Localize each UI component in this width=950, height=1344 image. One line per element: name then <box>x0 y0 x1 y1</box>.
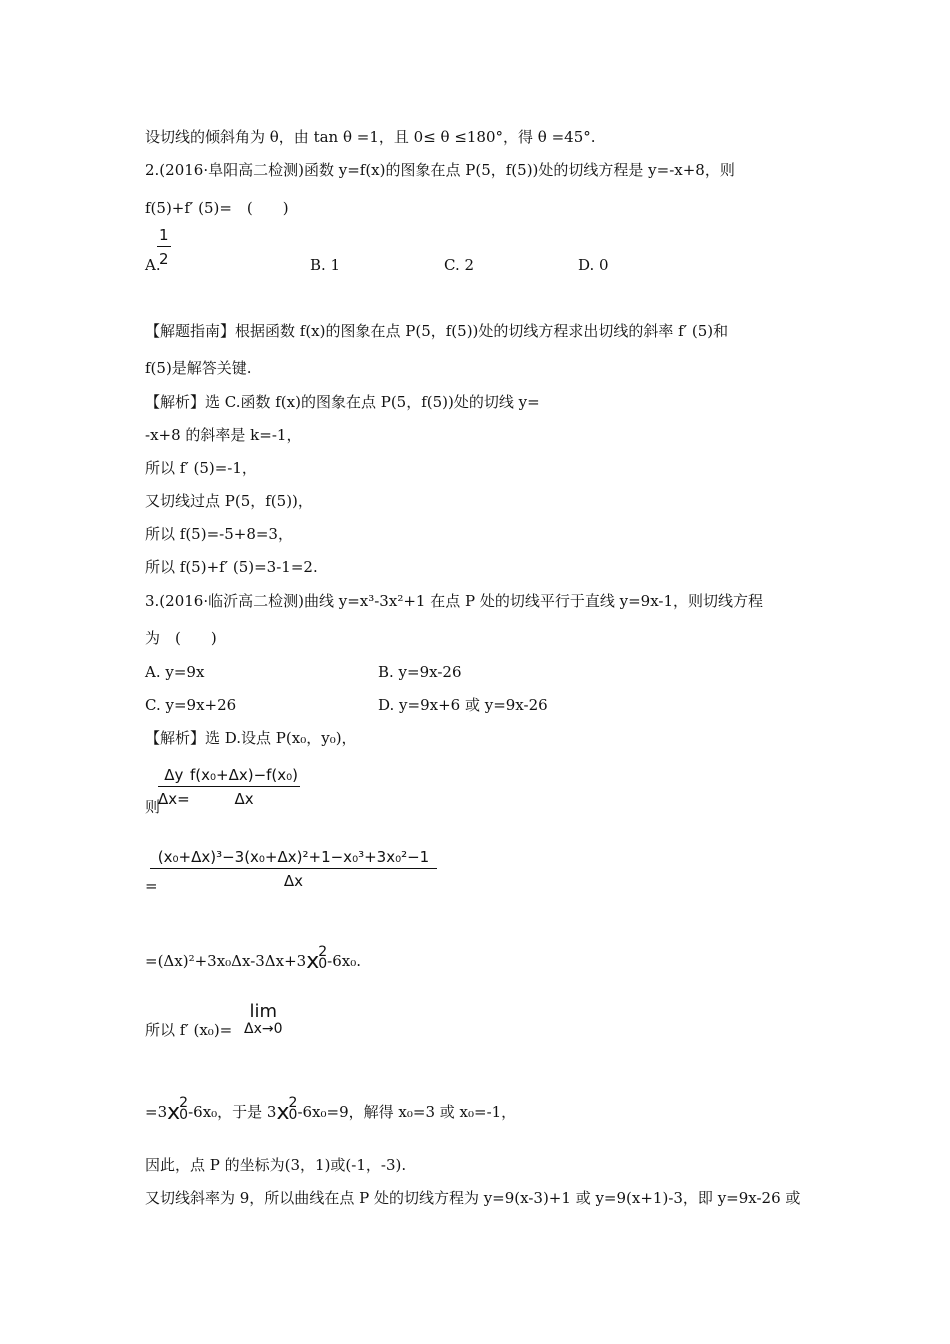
frac1-prefix: 则 <box>145 798 161 816</box>
solution-q3-line-1: 【解析】选 D.设点 P(x₀，y₀)， <box>145 729 357 747</box>
text-line-theta: 设切线的倾斜角为 θ，由 tan θ =1，且 0≤ θ ≤180°，得 θ =45°. <box>145 128 596 146</box>
solution-q2-line-3: 所以 f′ (5)=-1， <box>145 459 257 477</box>
hint-line: 【解题指南】根据函数 f(x)的图象在点 P(5，f(5))处的切线方程求出切线的斜率 f′ (5)和 <box>145 322 729 340</box>
x-letter: x <box>306 949 320 974</box>
frac2-numerator: (x₀+Δx)³−3(x₀+Δx)²+1−x₀³+3x₀²−1 <box>150 848 437 869</box>
question-3-stem: 3.(2016·临沂高二检测)曲线 y=x³-3x²+1 在点 P 处的切线平行于直线 y=9x-1，则切线方程 <box>145 592 763 610</box>
frac1-left-denominator: Δx= <box>158 790 190 808</box>
frac2 <box>150 848 437 890</box>
equation-derivative-c: -6x₀=9，解得 x₀=3 或 x₀=-1， <box>297 1103 517 1121</box>
subscript-0: 0 <box>179 1107 189 1123</box>
question-2-stem: 2.(2016·阜阳高二检测)函数 y=f(x)的图象在点 P(5，f(5))处的切线方程是 y=-x+8，则 <box>145 161 735 179</box>
frac1-numerator: f(x₀+Δx)−f(x₀) <box>188 766 300 787</box>
q3-option-d: D. y=9x+6 或 y=9x-26 <box>378 696 548 714</box>
solution-q3-coordinates: 因此，点 P 的坐标为(3，1)或(-1，-3). <box>145 1156 407 1174</box>
equation-expansion-right: -6x₀. <box>327 952 362 970</box>
q2-option-d: D. 0 <box>578 256 609 274</box>
frac2-denominator: Δx <box>283 872 304 890</box>
subscript-0: 0 <box>318 956 328 972</box>
solution-q2-line-4: 又切线过点 P(5，f(5))， <box>145 492 313 510</box>
equation-derivative-a: =3 <box>145 1103 168 1121</box>
question-2-stem-cont: f(5)+f′ (5)= ( ) <box>145 199 289 217</box>
equation-derivative-b: -6x₀，于是 3 <box>188 1103 277 1121</box>
equation-derivative <box>145 1095 517 1125</box>
limit-operator <box>244 1002 283 1036</box>
superscript-2: 2 <box>318 944 328 960</box>
solution-q3-tangent: 又切线斜率为 9，所以曲线在点 P 处的切线方程为 y=9(x-3)+1 或 y=9(x+1)-3，即 y=9x-26 或 <box>145 1189 801 1207</box>
superscript-2: 2 <box>288 1095 298 1111</box>
q2-option-a-denominator: 2 <box>159 250 169 268</box>
solution-q2-line-1: 【解析】选 C.函数 f(x)的图象在点 P(5，f(5))处的切线 y= <box>145 393 540 411</box>
x-letter: x <box>276 1100 290 1125</box>
equation-expansion-left: =(Δx)²+3x₀Δx-3Δx+3 <box>145 952 307 970</box>
solution-q2-line-6: 所以 f(5)+f′ (5)=3-1=2. <box>145 558 318 576</box>
frac1-right <box>188 766 300 808</box>
question-3-stem-cont: 为 ( ) <box>145 629 217 647</box>
hint-line-cont: f(5)是解答关键. <box>145 359 252 377</box>
frac1-left-numerator: Δy <box>158 766 190 787</box>
superscript-2: 2 <box>179 1095 189 1111</box>
frac1-denominator: Δx <box>234 790 254 808</box>
q2-option-a-fraction <box>157 226 171 268</box>
subscript-0: 0 <box>288 1107 298 1123</box>
limit-under: Δx→0 <box>244 1021 283 1037</box>
limit-prefix: 所以 f′ (x₀)= <box>145 1021 233 1039</box>
x-letter: x <box>167 1100 181 1125</box>
q2-option-b: B. 1 <box>310 256 341 274</box>
q3-option-b: B. y=9x-26 <box>378 663 462 681</box>
q2-option-a-label: A. <box>145 256 161 274</box>
q3-option-a: A. y=9x <box>145 663 205 681</box>
frac1-left <box>158 766 190 808</box>
q2-option-a-numerator: 1 <box>157 226 171 247</box>
q2-option-c: C. 2 <box>444 256 475 274</box>
equation-expansion <box>145 944 362 974</box>
solution-q2-line-2: -x+8 的斜率是 k=-1， <box>145 426 302 444</box>
limit-word: lim <box>249 1001 278 1022</box>
q3-option-c: C. y=9x+26 <box>145 696 237 714</box>
frac2-prefix: = <box>145 877 158 895</box>
solution-q2-line-5: 所以 f(5)=-5+8=3， <box>145 525 293 543</box>
